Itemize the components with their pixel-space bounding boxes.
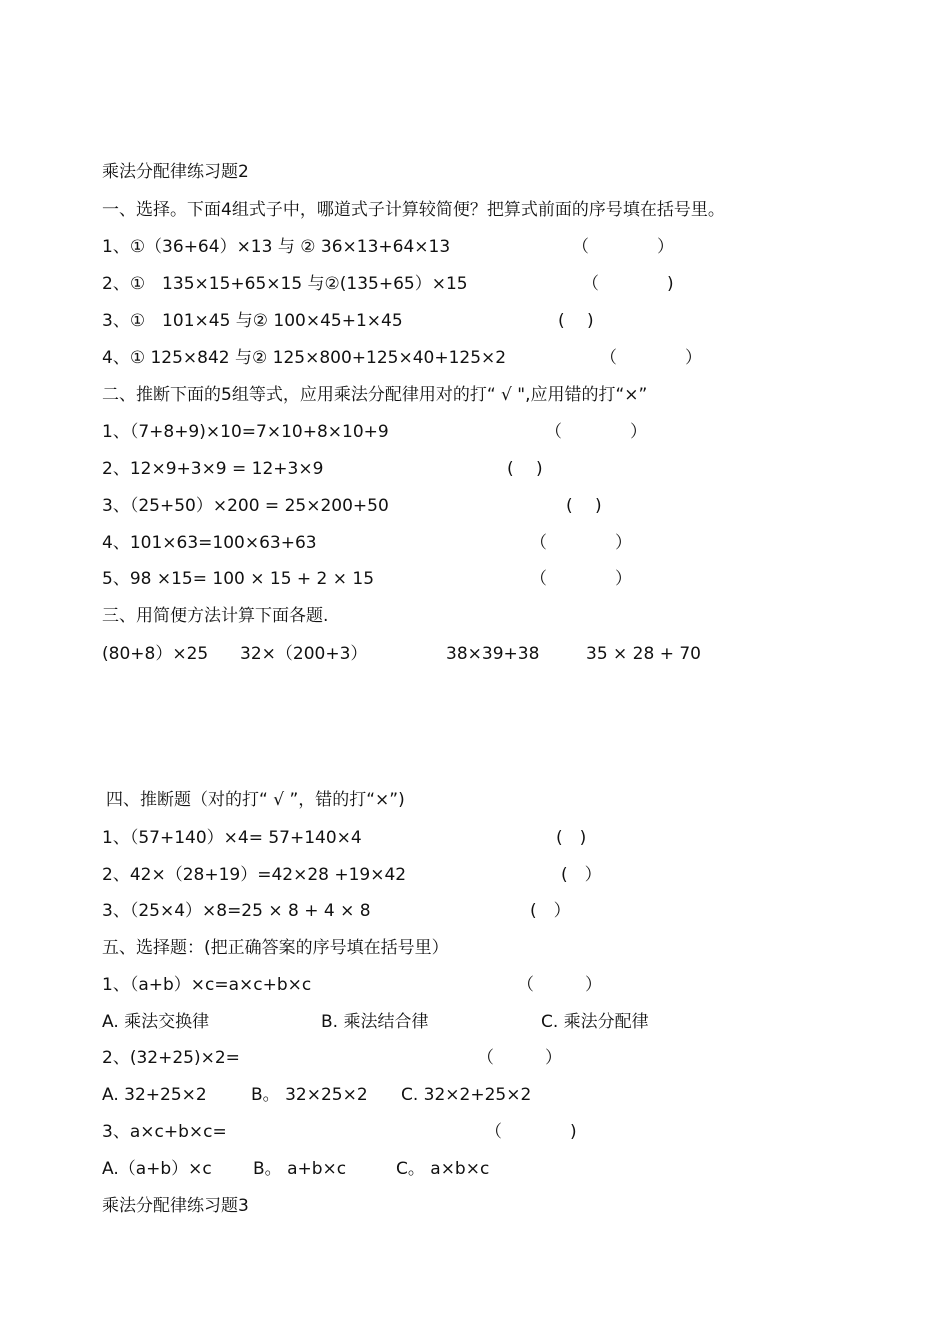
- section1-item-1: 1、①（36+64）×13 与 ② 36×13+64×13: [102, 237, 451, 257]
- worksheet-title: 乘法分配律练习题2: [102, 162, 249, 182]
- section4-item-1: 1、（57+140）×4= 57+140×4: [102, 828, 362, 848]
- section2-item-1: 1、（7+8+9)×10=7×10+8×10+9: [102, 422, 389, 442]
- section2-item-3: 3、（25+50）×200 = 25×200+50: [102, 496, 389, 516]
- section2-item-5: 5、98 ×15= 100 × 15 + 2 × 15: [102, 569, 375, 589]
- q2-option-c: C. 32×2+25×2: [401, 1085, 532, 1105]
- answer-blank: ( ）: [530, 901, 571, 921]
- answer-blank: （ ）: [600, 348, 702, 368]
- q1-option-b: B. 乘法结合律: [321, 1012, 429, 1032]
- section2-item-2: 2、12×9+3×9 = 12+3×9: [102, 459, 324, 479]
- section2-item-4: 4、101×63=100×63+63: [102, 533, 317, 553]
- next-worksheet-title: 乘法分配律练习题3: [102, 1196, 249, 1216]
- section1-item-3: 3、① 101×45 与② 100×45+1×45: [102, 311, 403, 331]
- q3-option-b: B。 a+b×c: [253, 1159, 347, 1179]
- calc-problem-3: 38×39+38: [446, 644, 540, 664]
- q1-option-a: A. 乘法交换律: [102, 1012, 210, 1032]
- answer-blank: （ ）: [517, 975, 602, 995]
- section5-q2: 2、(32+25)×2=: [102, 1048, 240, 1068]
- section2-heading: 二、推断下面的5组等式，应用乘法分配律用对的打“ √ ",应用错的打“×”: [102, 385, 648, 405]
- q2-option-b: B。 32×25×2: [251, 1085, 368, 1105]
- section1-heading: 一、选择。下面4组式子中，哪道式子计算较简便？把算式前面的序号填在括号里。: [102, 200, 725, 220]
- section5-heading: 五、选择题：(把正确答案的序号填在括号里）: [102, 938, 449, 958]
- answer-blank: （ ）: [572, 237, 674, 257]
- q2-option-a: A. 32+25×2: [102, 1085, 207, 1105]
- q3-option-c: C。 a×b×c: [396, 1159, 490, 1179]
- section4-item-2: 2、42×（28+19）=42×28 +19×42: [102, 865, 407, 885]
- answer-blank: ( ): [507, 459, 543, 479]
- q1-option-c: C. 乘法分配律: [541, 1012, 649, 1032]
- section5-q3: 3、a×c+b×c=: [102, 1122, 227, 1142]
- section4-heading: 四、推断题（对的打“ √ ”，错的打“×”): [106, 790, 405, 810]
- calc-problem-4: 35 × 28 + 70: [586, 644, 701, 664]
- answer-blank: （ ）: [530, 533, 632, 553]
- section4-item-3: 3、（25×4）×8=25 × 8 + 4 × 8: [102, 901, 371, 921]
- q3-option-a: A.（a+b）×c: [102, 1159, 212, 1179]
- answer-blank: （ ）: [530, 569, 632, 589]
- answer-blank: （ ）: [545, 422, 647, 442]
- section1-item-4: 4、① 125×842 与② 125×800+125×40+125×2: [102, 348, 507, 368]
- answer-blank: ( ）: [561, 865, 602, 885]
- answer-blank: ( ): [556, 828, 587, 848]
- section5-q1: 1、（a+b）×c=a×c+b×c: [102, 975, 312, 995]
- answer-blank: （ ): [485, 1122, 577, 1142]
- answer-blank: （ ）: [477, 1048, 562, 1068]
- answer-blank: （ ): [582, 274, 674, 294]
- calc-problem-1: (80+8）×25: [102, 644, 209, 664]
- calc-problem-2: 32×（200+3）: [240, 644, 368, 664]
- section1-item-2: 2、① 135×15+65×15 与②(135+65）×15: [102, 274, 468, 294]
- section3-heading: 三、用简便方法计算下面各题.: [102, 606, 329, 626]
- answer-blank: ( ): [558, 311, 594, 331]
- answer-blank: ( ): [566, 496, 602, 516]
